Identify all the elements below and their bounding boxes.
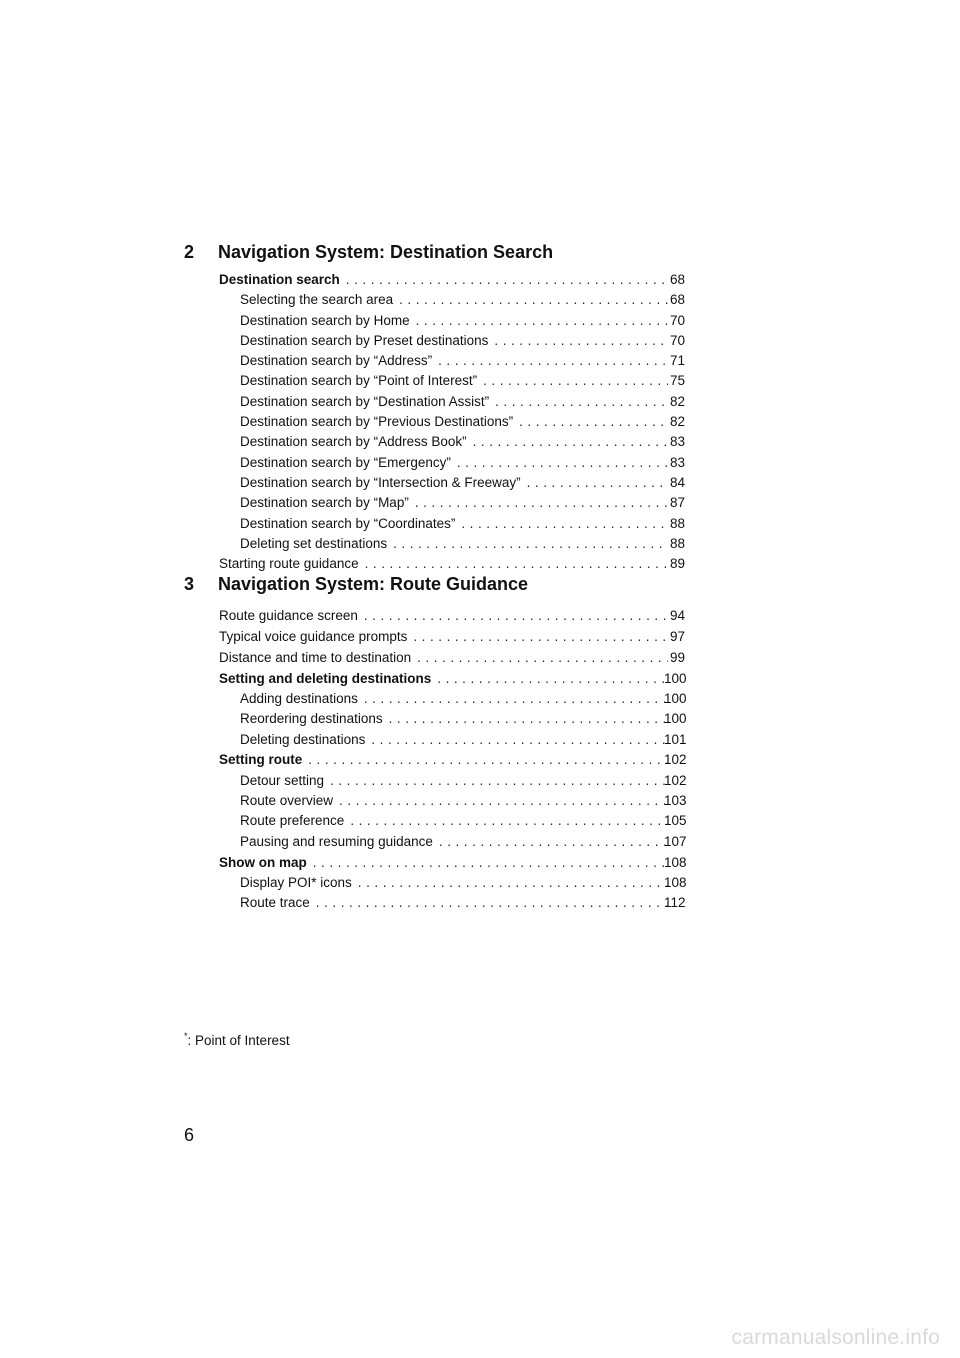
toc-entry-label: Destination search by “Address” — [240, 351, 438, 371]
toc-entry-label: Setting route — [219, 750, 308, 770]
toc-entry-label: Destination search — [219, 270, 346, 290]
toc-entry-leader — [240, 730, 668, 750]
toc-entry-page: 100 — [664, 690, 687, 706]
toc-entry-leader — [240, 453, 668, 473]
toc-entry-page: 70 — [670, 312, 686, 328]
toc-entry[interactable] — [0, 351, 960, 371]
footnote-mark: * — [184, 1031, 188, 1041]
toc-entry[interactable] — [0, 514, 960, 534]
dot-leader — [437, 669, 668, 689]
toc-entry-leader — [240, 311, 668, 331]
toc-entry-leader — [240, 811, 668, 831]
toc-entry[interactable] — [0, 432, 960, 452]
toc-entry-leader — [219, 853, 668, 873]
toc-entry[interactable] — [0, 873, 960, 893]
toc-entry-leader — [240, 832, 668, 852]
toc-entry[interactable] — [0, 750, 960, 770]
toc-entry-leader — [240, 689, 668, 709]
toc-entry[interactable] — [0, 534, 960, 554]
dot-leader — [461, 514, 668, 534]
dot-leader — [316, 893, 668, 913]
toc-entry-label: Deleting destinations — [240, 730, 371, 750]
toc-entry[interactable] — [0, 493, 960, 513]
toc-entry-label: Reordering destinations — [240, 709, 389, 729]
toc-entry-leader — [240, 514, 668, 534]
toc-entry[interactable] — [0, 709, 960, 729]
dot-leader — [438, 351, 668, 371]
toc-entry-label: Show on map — [219, 853, 313, 873]
toc-entry-page: 88 — [670, 515, 686, 531]
toc-entry-page: 108 — [664, 854, 687, 870]
section-heading — [0, 572, 960, 596]
toc-entry[interactable] — [0, 606, 960, 626]
toc-entry-label: Destination search by “Destination Assist” — [240, 392, 495, 412]
dot-leader — [313, 853, 668, 873]
toc-entry-leader — [219, 606, 668, 626]
watermark: carmanualsonline.info — [731, 1326, 940, 1349]
page-number: 6 — [184, 1125, 195, 1145]
dot-leader — [416, 311, 668, 331]
toc-entry-page: 68 — [670, 272, 686, 287]
toc-entry-page: 100 — [664, 670, 687, 686]
dot-leader — [346, 270, 668, 290]
toc-entry-leader — [240, 331, 668, 351]
toc-entry-leader — [240, 351, 668, 371]
toc-entry[interactable] — [0, 473, 960, 493]
toc-entries — [0, 606, 960, 913]
toc-entry-leader — [240, 290, 668, 310]
section-number: 2 — [184, 242, 195, 262]
toc-entry-page: 101 — [664, 731, 687, 747]
toc-entry-page: 97 — [670, 628, 686, 644]
toc-entry-leader — [219, 669, 668, 689]
toc-entry-page: 71 — [670, 353, 686, 369]
toc-entry[interactable] — [0, 811, 960, 831]
footnote — [184, 1026, 290, 1051]
toc-entry-page: 70 — [670, 332, 686, 348]
dot-leader — [350, 811, 668, 831]
toc-entry-page: 83 — [670, 434, 686, 450]
toc-entry-page: 94 — [670, 608, 686, 623]
toc-entry-leader — [240, 392, 668, 412]
toc-section-2 — [0, 240, 960, 574]
toc-entry-leader — [240, 893, 668, 913]
toc-entry-label: Destination search by “Emergency” — [240, 453, 457, 473]
dot-leader — [371, 730, 668, 750]
toc-entry[interactable] — [0, 290, 960, 310]
toc-entry[interactable] — [0, 771, 960, 791]
dot-leader — [308, 750, 668, 770]
toc-entry-leader — [219, 627, 668, 647]
toc-entry-leader — [240, 873, 668, 893]
dot-leader — [483, 371, 668, 391]
dot-leader — [358, 873, 668, 893]
toc-entry-leader — [240, 432, 668, 452]
toc-entry-page: 112 — [664, 895, 686, 911]
toc-entry[interactable] — [0, 270, 960, 290]
toc-entry-label: Destination search by “Previous Destinations” — [240, 412, 519, 432]
toc-entry-page: 100 — [664, 711, 687, 727]
toc-entry[interactable] — [0, 371, 960, 391]
toc-entry-label: Starting route guidance — [219, 554, 365, 574]
toc-entry-label: Destination search by “Point of Interest” — [240, 371, 483, 391]
dot-leader — [415, 493, 668, 513]
toc-entry-leader — [219, 270, 668, 290]
toc-entry[interactable] — [0, 392, 960, 412]
toc-entry-label: Adding destinations — [240, 689, 364, 709]
dot-leader — [494, 331, 668, 351]
toc-entry-label: Pausing and resuming guidance — [240, 832, 439, 852]
toc-entry-page: 99 — [670, 649, 686, 665]
toc-entry[interactable] — [0, 648, 960, 668]
toc-entry-label: Route guidance screen — [219, 606, 364, 626]
toc-section-3 — [0, 572, 960, 913]
toc-entry-leader — [240, 709, 668, 729]
toc-entry-label: Destination search by Home — [240, 311, 416, 331]
dot-leader — [364, 606, 668, 626]
dot-leader — [473, 432, 668, 452]
dot-leader — [527, 473, 668, 493]
toc-entry-label: Destination search by “Address Book” — [240, 432, 473, 452]
toc-entry-label: Display POI* icons — [240, 873, 358, 893]
toc-entry-label: Deleting set destinations — [240, 534, 393, 554]
toc-entry-page: 107 — [664, 833, 687, 849]
section-title: Navigation System: Destination Search — [218, 242, 554, 262]
dot-leader — [519, 412, 668, 432]
dot-leader — [364, 689, 668, 709]
toc-entry-label: Route preference — [240, 811, 350, 831]
toc-entry[interactable] — [0, 453, 960, 473]
toc-entry-label: Typical voice guidance prompts — [219, 627, 413, 647]
section-number: 3 — [184, 574, 195, 594]
toc-entry-label: Destination search by “Map” — [240, 493, 415, 513]
toc-entry-page: 102 — [664, 772, 687, 788]
footnote-text: : Point of Interest — [187, 1033, 290, 1048]
dot-leader — [457, 453, 668, 473]
toc-entry-page: 108 — [664, 874, 687, 890]
section-heading — [0, 240, 960, 264]
toc-entry[interactable] — [0, 893, 960, 913]
dot-leader — [339, 791, 668, 811]
toc-entry[interactable] — [0, 730, 960, 750]
toc-entry-page: 82 — [670, 414, 686, 430]
toc-entry-label: Distance and time to destination — [219, 648, 417, 668]
toc-entry-leader — [219, 750, 668, 770]
toc-entry-leader — [219, 648, 668, 668]
toc-entry[interactable] — [0, 331, 960, 351]
toc-entry[interactable] — [0, 791, 960, 811]
toc-entry[interactable] — [0, 627, 960, 647]
toc-entry-label: Route trace — [240, 893, 316, 913]
toc-entries — [0, 270, 960, 574]
toc-entry-label: Selecting the search area — [240, 290, 399, 310]
toc-entry-page: 103 — [664, 793, 687, 809]
toc-entry-page: 84 — [670, 474, 686, 490]
toc-entry-label: Destination search by “Intersection & Freeway” — [240, 473, 527, 493]
toc-entry-page: 75 — [670, 373, 686, 389]
toc-entry-page: 68 — [670, 292, 686, 308]
toc-entry-label: Destination search by Preset destinations — [240, 331, 494, 351]
toc-entry-page: 105 — [664, 813, 687, 829]
toc-entry-leader — [240, 412, 668, 432]
toc-entry-page: 88 — [670, 535, 686, 551]
toc-entry[interactable] — [0, 412, 960, 432]
toc-entry-leader — [240, 493, 668, 513]
toc-entry[interactable] — [0, 689, 960, 709]
toc-entry[interactable] — [0, 832, 960, 852]
toc-entry[interactable] — [0, 311, 960, 331]
toc-entry-page: 83 — [670, 454, 686, 470]
dot-leader — [439, 832, 668, 852]
dot-leader — [417, 648, 668, 668]
toc-entry[interactable] — [0, 669, 960, 689]
toc-entry-leader — [240, 771, 668, 791]
toc-entry-leader — [240, 371, 668, 391]
dot-leader — [393, 534, 668, 554]
toc-entry-label: Detour setting — [240, 771, 330, 791]
toc-entry-label: Setting and deleting destinations — [219, 669, 437, 689]
toc-entry-label: Route overview — [240, 791, 339, 811]
toc-entry-leader — [240, 473, 668, 493]
toc-entry-page: 87 — [670, 495, 686, 511]
dot-leader — [495, 392, 668, 412]
toc-entry[interactable] — [0, 853, 960, 873]
toc-entry-leader — [240, 791, 668, 811]
toc-entry-page: 82 — [670, 393, 686, 409]
dot-leader — [399, 290, 668, 310]
dot-leader — [389, 709, 668, 729]
section-title: Navigation System: Route Guidance — [218, 574, 529, 594]
toc-entry-leader — [240, 534, 668, 554]
dot-leader — [330, 771, 668, 791]
toc-entry-label: Destination search by “Coordinates” — [240, 514, 461, 534]
dot-leader — [413, 627, 668, 647]
toc-entry-page: 89 — [670, 556, 686, 572]
toc-entry-page: 102 — [664, 752, 687, 768]
